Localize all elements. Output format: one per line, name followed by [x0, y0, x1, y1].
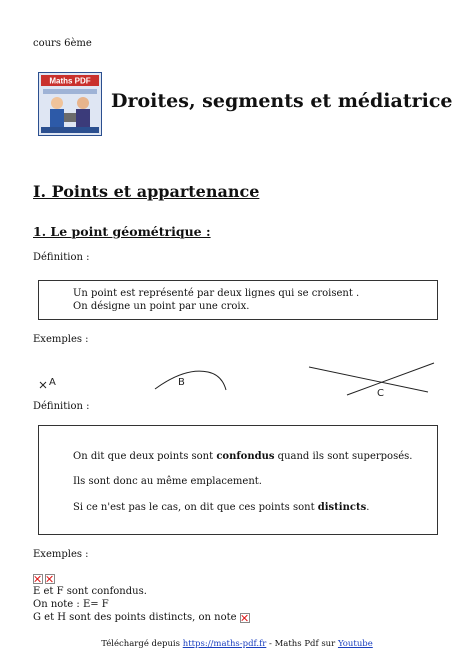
broken-image-icon	[33, 574, 43, 584]
course-label: cours 6ème	[33, 38, 92, 49]
definition-box	[38, 425, 438, 535]
term-confondus: confondus	[216, 451, 275, 462]
definition-label: Définition :	[33, 401, 90, 412]
point-b-label: B	[178, 377, 185, 388]
broken-image-icon	[45, 574, 55, 584]
logo-text: Maths PDF	[49, 76, 91, 86]
term-distincts: distincts	[317, 502, 367, 513]
example-line: On note : E= F	[33, 599, 109, 610]
examples-label: Exemples :	[33, 334, 89, 345]
curve-line	[155, 371, 226, 390]
youtube-link[interactable]: Youtube	[337, 639, 373, 649]
definition-line: Ils sont donc au même emplacement.	[73, 476, 262, 487]
broken-images-row	[33, 573, 57, 584]
intersecting-line-1	[309, 367, 428, 392]
definition-box	[38, 280, 438, 320]
example-line: G et H sont des points distincts, on note	[33, 612, 252, 623]
definition-line: On dit que deux points sont confondus quand ils sont superposés.	[73, 451, 413, 462]
page-title: Droites, segments et médiatrice	[111, 90, 453, 112]
subsection-heading: 1. Le point géométrique :	[33, 224, 211, 239]
section-heading: I. Points et appartenance	[33, 182, 260, 201]
site-link[interactable]: https://maths-pdf.fr	[182, 639, 267, 649]
points-example-figure	[0, 355, 474, 403]
definition-line: Si ce n'est pas le cas, on dit que ces points sont distincts.	[73, 502, 370, 513]
definition-line: Un point est représenté par deux lignes qui se croisent .	[73, 288, 360, 299]
point-c-label: C	[377, 388, 384, 399]
definition-label: Définition :	[33, 252, 90, 263]
definition-line: On désigne un point par une croix.	[73, 301, 250, 312]
maths-pdf-logo	[38, 72, 102, 136]
broken-image-icon	[240, 613, 250, 623]
footer: Téléchargé depuis https://maths-pdf.fr - Maths Pdf sur Youtube	[101, 639, 373, 649]
point-a-cross	[40, 382, 46, 388]
example-line: E et F sont confondus.	[33, 586, 147, 597]
examples-label: Exemples :	[33, 549, 89, 560]
point-a-label: A	[49, 377, 56, 388]
logo-illustration	[39, 73, 101, 135]
